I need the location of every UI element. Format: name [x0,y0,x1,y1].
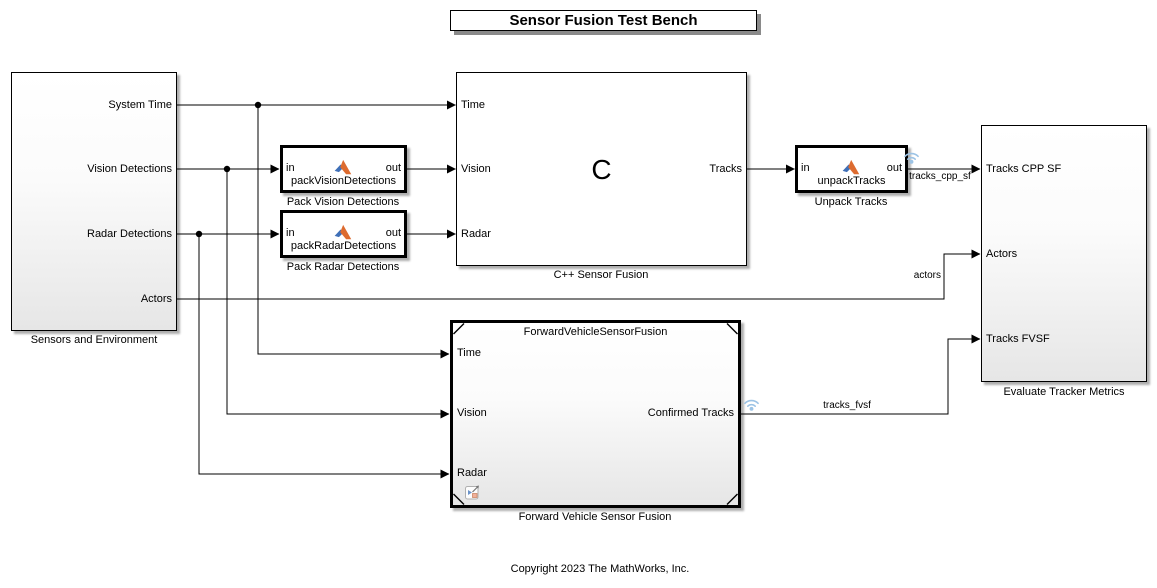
matlab-logo-icon [333,224,355,241]
block-glyph: C [591,154,612,185]
block-caption: Pack Radar Detections [286,261,400,273]
matlab-logo-icon [333,159,355,176]
output-port-label: Vision Detections [87,163,172,175]
output-port-label: out [385,162,401,174]
signal-label-tracks-fvsf[interactable]: tracks_fvsf [823,400,871,411]
output-port-label: System Time [108,99,172,111]
block-sensors-and-environment[interactable] [11,72,177,331]
input-port-label: Tracks FVSF [986,333,1050,345]
block-unpack-tracks[interactable] [795,145,908,193]
block-caption: Pack Vision Detections [286,196,400,208]
input-port-label: in [286,162,295,174]
branch-dot [196,231,202,237]
branch-dot [224,166,230,172]
block-evaluate-tracker-metrics[interactable] [981,125,1147,382]
branch-dot [255,102,261,108]
function-name: unpackTracks [817,175,886,187]
signal-logging-badge-icon[interactable] [743,395,760,412]
input-port-label: Actors [986,248,1018,260]
signal-logging-badge-icon[interactable] [903,148,920,165]
output-port-label: Tracks [709,163,742,175]
input-port-label: in [801,162,810,174]
diagram-title[interactable] [450,10,757,31]
block-cpp-sensor-fusion[interactable] [456,72,747,266]
input-port-label: Radar [457,467,487,479]
matlab-logo-icon [841,159,863,176]
output-port-label: out [385,227,401,239]
referenced-model-name: ForwardVehicleSensorFusion [523,326,668,338]
block-caption: C++ Sensor Fusion [553,269,649,281]
function-name: packVisionDetections [291,175,396,187]
block-caption: Unpack Tracks [814,196,888,208]
input-port-label: Radar [461,228,491,240]
input-port-label: Vision [461,163,491,175]
block-pack-vision-detections[interactable] [280,145,407,193]
input-port-label: Vision [457,407,487,419]
input-port-label: Tracks CPP SF [986,163,1062,175]
diagram-title-text: Sensor Fusion Test Bench [509,12,698,29]
signal-label-tracks-cpp-sf[interactable]: tracks_cpp_sf [909,171,971,182]
signal-label-actors[interactable]: actors [913,270,941,281]
block-forward-vehicle-sensor-fusion[interactable] [450,320,741,508]
input-port-label: in [286,227,295,239]
model-reference-badge-icon[interactable] [465,484,482,501]
input-port-label: Time [461,99,486,111]
block-caption: Sensors and Environment [30,334,158,346]
model-reference-corner-notches [453,323,738,505]
copyright-annotation: Copyright 2023 The MathWorks, Inc. [510,563,690,575]
block-pack-radar-detections[interactable] [280,210,407,258]
input-port-label: Time [457,347,482,359]
output-port-label: Confirmed Tracks [647,407,734,419]
output-port-label: Radar Detections [87,228,172,240]
function-name: packRadarDetections [290,240,397,252]
output-port-label: out [886,162,902,174]
block-caption: Forward Vehicle Sensor Fusion [518,511,672,523]
block-caption: Evaluate Tracker Metrics [1003,386,1125,398]
output-port-label: Actors [140,293,172,305]
